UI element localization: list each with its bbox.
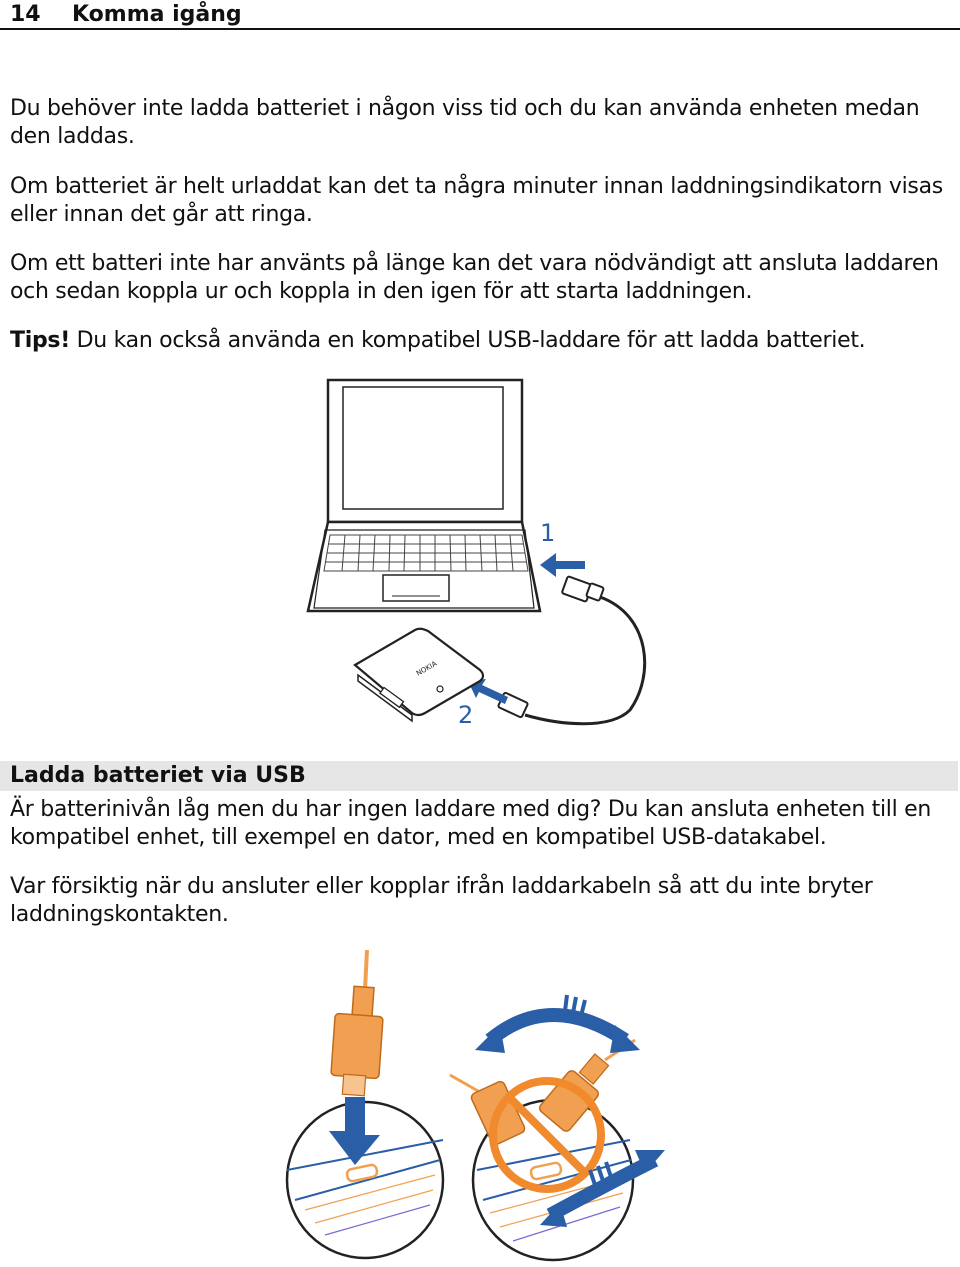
- usb-plug-laptop: [562, 576, 604, 602]
- laptop-illustration: [308, 380, 540, 611]
- paragraph-empty-battery: Om batteriet är helt urladdat kan det ta några minuter innan laddningsindikatorn visas eller innan det går att ringa.: [10, 174, 943, 227]
- page-number: 14: [10, 2, 41, 27]
- tip-paragraph: [10, 327, 955, 355]
- page-header: [0, 0, 960, 30]
- paragraph-charging-time: Du behöver inte ladda batteriet i någon viss tid och du kan använda enheten medan den laddas.: [10, 96, 920, 149]
- device-brand: NOKIA: [415, 659, 439, 678]
- tip-text: Du kan också använda en kompatibel USB-laddare för att ladda batteriet.: [69, 328, 866, 353]
- connector-care-illustration: [285, 945, 675, 1265]
- section-title: Ladda batteriet via USB: [0, 761, 958, 791]
- paragraph-unused-battery: Om ett batteri inte har använts på länge kan det vara nödvändigt att ansluta laddaren och sedan koppla ur och koppla in den igen för att starta laddningen.: [10, 251, 939, 304]
- section-paragraph-usb: Är batterinivån låg men du har ingen laddare med dig? Du kan ansluta enheten till en kompatibel enhet, till exempel en dator, med en kompatibel USB-datakabel.: [10, 797, 931, 850]
- step-1-label: 1: [540, 519, 556, 547]
- usb-cable-illustration: [525, 597, 645, 724]
- tip-label: Tips!: [10, 328, 70, 353]
- rotate-arrow-top: [490, 1015, 625, 1040]
- arrow-icon: [540, 553, 585, 577]
- chapter-title: Komma igång: [72, 2, 242, 27]
- section-paragraph-caution: Var försiktig när du ansluter eller kopplar ifrån laddarkabeln så att du inte bryter laddningskontakten.: [10, 874, 873, 927]
- correct-connection: [287, 950, 443, 1258]
- incorrect-connection: [450, 995, 665, 1260]
- step-2-label: 2: [458, 701, 474, 729]
- usb-charging-illustration: [300, 375, 660, 735]
